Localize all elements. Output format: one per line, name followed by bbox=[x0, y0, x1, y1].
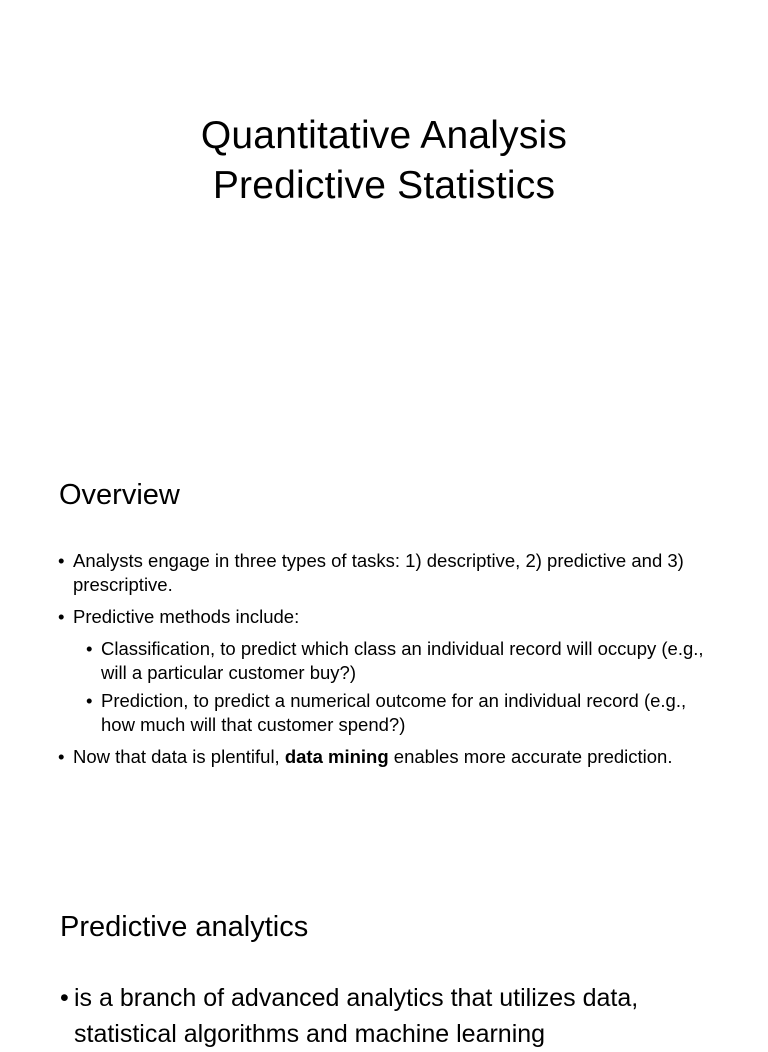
bullet-data-mining bbox=[58, 745, 718, 769]
sub-bullet-prediction bbox=[86, 689, 718, 737]
bullet-text-post: enables more accurate prediction. bbox=[388, 746, 673, 767]
sub-bullet-classification bbox=[86, 637, 718, 685]
bullet-text: Analysts engage in three types of tasks: 1) descriptive, 2) predictive and 3) prescriptive. bbox=[73, 550, 684, 595]
slide-title-line-2: Predictive Statistics bbox=[212, 164, 556, 207]
bullet-definition bbox=[60, 980, 764, 1052]
overview-slide bbox=[0, 432, 768, 864]
overview-bullet-list bbox=[58, 549, 718, 777]
slide-title-line-1: Quantitative Analysis bbox=[200, 114, 568, 157]
bullet-text: Predictive methods include: bbox=[73, 606, 300, 627]
bullet-text-bold: data mining bbox=[284, 746, 389, 767]
overview-heading: Overview bbox=[59, 479, 180, 511]
predictive-analytics-slide bbox=[0, 864, 768, 1048]
title-slide bbox=[0, 0, 768, 432]
bullet-predictive-methods bbox=[58, 605, 718, 629]
bullet-line-2: statistical algorithms and machine learning bbox=[74, 1020, 546, 1048]
bullet-task-types bbox=[58, 549, 718, 597]
bullet-text-pre: Now that data is plentiful, bbox=[73, 746, 285, 767]
bullet-text: Prediction, to predict a numerical outcome for an individual record (e.g., how much will that customer spend?) bbox=[101, 690, 687, 735]
bullet-text: Classification, to predict which class an individual record will occupy (e.g., will a particular customer buy?) bbox=[101, 638, 704, 683]
bullet-line-1: • is a branch of advanced analytics that utilizes data, bbox=[74, 984, 639, 1012]
predictive-analytics-heading: Predictive analytics bbox=[60, 911, 309, 943]
